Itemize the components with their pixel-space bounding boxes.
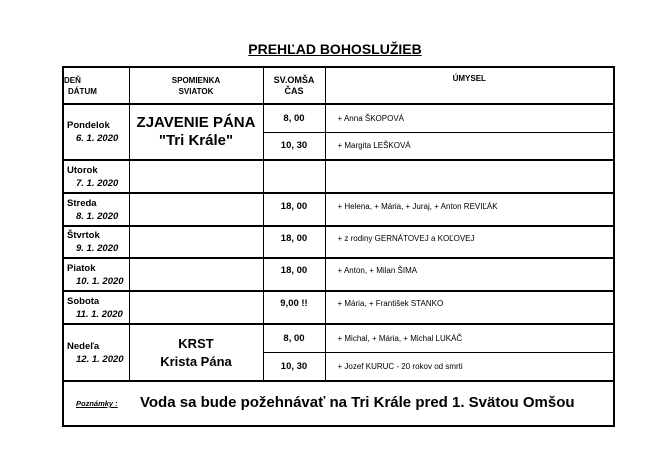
feast-cell: KRST Krista Pána xyxy=(129,324,263,381)
table-row xyxy=(63,193,614,226)
intention-cell xyxy=(325,104,614,160)
table-row xyxy=(63,258,614,291)
mass-intention: + Helena, + Mária, + Juraj, + Anton REVIĽÁK xyxy=(325,193,614,226)
feast-cell xyxy=(129,160,263,193)
mass-intention: + Mária, + František STANKO xyxy=(325,291,614,324)
mass-time: 9,00 !! xyxy=(263,291,325,324)
day-cell: Sobota 11. 1. 2020 xyxy=(63,291,129,324)
table-row xyxy=(63,226,614,258)
day-cell: Pondelok 6. 1. 2020 xyxy=(63,104,129,160)
table-row xyxy=(63,160,614,193)
mass-time: 18, 00 xyxy=(263,193,325,226)
header-feast: SPOMIENKA SVIATOK xyxy=(129,67,263,104)
mass-time: 8, 00 xyxy=(283,333,305,344)
header-mass-time: SV.OMŠA ČAS xyxy=(263,67,325,104)
schedule-table xyxy=(62,66,615,427)
feast-cell xyxy=(129,193,263,226)
table-row xyxy=(63,104,614,160)
mass-intention: + Anna ŠKOPOVÁ xyxy=(337,113,404,123)
day-cell: Streda 8. 1. 2020 xyxy=(63,193,129,226)
header-day-date: DEŇ DÁTUM xyxy=(63,67,129,104)
table-row xyxy=(63,291,614,324)
mass-time xyxy=(263,160,325,193)
mass-intention: + Michal, + Mária, + Michal LUKÁČ xyxy=(337,334,463,343)
feast-cell: ZJAVENIE PÁNA "Tri Krále" xyxy=(129,104,263,160)
day-cell: Utorok 7. 1. 2020 xyxy=(63,160,129,193)
note-text: Voda sa bude požehnávať na Tri Krále pred 1. Svätou Omšou xyxy=(140,394,575,411)
time-cell xyxy=(263,324,325,381)
mass-time: 18, 00 xyxy=(263,258,325,291)
mass-time: 10, 30 xyxy=(264,132,325,160)
mass-intention: + z rodiny GERNÁTOVEJ a KOĽOVEJ xyxy=(325,226,614,258)
page-title: PREHĽAD BOHOSLUŽIEB xyxy=(248,41,422,57)
header-row xyxy=(63,67,614,104)
note-label: Poznámky : xyxy=(76,399,118,408)
mass-intention xyxy=(325,160,614,193)
note-row xyxy=(63,381,614,426)
mass-intention: + Jozef KURUC - 20 rokov od smrti xyxy=(326,352,614,380)
feast-cell xyxy=(129,226,263,258)
intention-cell xyxy=(325,324,614,381)
mass-intention: + Margita LEŠKOVÁ xyxy=(326,132,614,160)
feast-cell xyxy=(129,291,263,324)
mass-intention: + Anton, + Milan ŠIMA xyxy=(325,258,614,291)
day-cell: Štvrtok 9. 1. 2020 xyxy=(63,226,129,258)
table-row xyxy=(63,324,614,381)
mass-time: 10, 30 xyxy=(264,352,325,380)
day-cell: Nedeľa 12. 1. 2020 xyxy=(63,324,129,381)
mass-time: 8, 00 xyxy=(283,112,305,124)
time-cell xyxy=(263,104,325,160)
feast-cell xyxy=(129,258,263,291)
day-cell: Piatok 10. 1. 2020 xyxy=(63,258,129,291)
note-cell xyxy=(63,381,614,426)
mass-time: 18, 00 xyxy=(263,226,325,258)
header-intention: ÚMYSEL xyxy=(325,67,614,104)
